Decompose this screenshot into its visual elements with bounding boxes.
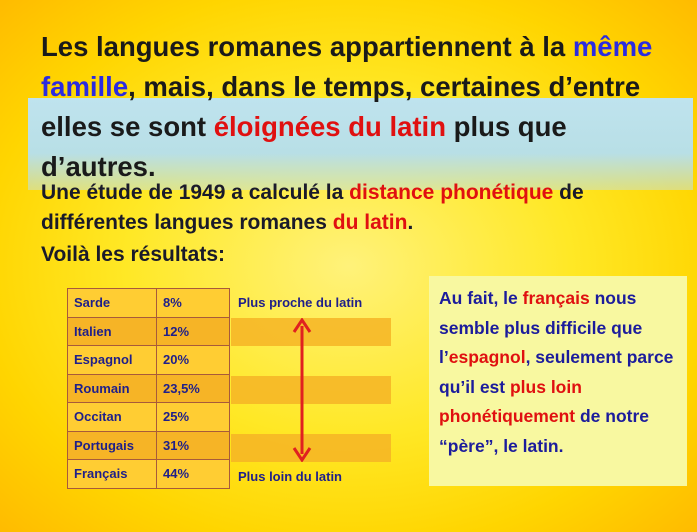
study-emphasis-phonetic-distance: distance phonétique xyxy=(349,181,554,204)
distance-cell: 23,5% xyxy=(157,374,230,403)
table-row xyxy=(68,289,230,318)
note-text-1: Au fait, le xyxy=(439,288,523,308)
table-row xyxy=(68,431,230,460)
distance-cell: 20% xyxy=(157,346,230,375)
intro-text-3: plus que d’autres. xyxy=(41,111,567,182)
table-row xyxy=(68,460,230,489)
table-row xyxy=(68,403,230,432)
study-text-1: Une étude de 1949 a calculé la xyxy=(41,181,350,204)
note-box xyxy=(429,276,687,486)
language-cell: Portugais xyxy=(68,431,157,460)
distance-cell: 31% xyxy=(157,431,230,460)
intro-text-1: Les langues romanes appartiennent à la xyxy=(41,31,573,62)
note-text-4: de notre “père”, le latin. xyxy=(439,406,650,456)
distance-table xyxy=(67,288,230,489)
double-arrow-icon xyxy=(290,318,314,462)
note-emphasis-spanish: espagnol xyxy=(448,347,526,367)
intro-paragraph xyxy=(41,27,681,187)
language-cell: Occitan xyxy=(68,403,157,432)
note-emphasis-further: plus loin phonétiquement xyxy=(439,376,582,426)
intro-text-2: , mais, dans le temps, certaines d’entre elles se sont xyxy=(41,71,641,142)
language-cell: Sarde xyxy=(68,289,157,318)
closest-label: Plus proche du latin xyxy=(238,295,363,310)
study-emphasis-from-latin: du latin xyxy=(332,211,408,234)
study-text-2: de différentes langues romanes xyxy=(41,181,584,234)
language-cell: Italien xyxy=(68,317,157,346)
note-text-2: nous semble plus difficile que l’ xyxy=(439,288,643,367)
intro-emphasis-distanced: éloignées du latin xyxy=(213,111,446,142)
intro-emphasis-same-family: même famille xyxy=(41,31,653,102)
distance-cell: 25% xyxy=(157,403,230,432)
farthest-label: Plus loin du latin xyxy=(238,469,342,484)
results-label: Voilà les résultats: xyxy=(41,243,226,266)
table-row xyxy=(68,346,230,375)
note-text-3: , seulement parce qu’il est xyxy=(439,347,674,397)
distance-cell: 8% xyxy=(157,289,230,318)
distance-cell: 12% xyxy=(157,317,230,346)
study-text-3: . xyxy=(407,211,414,234)
table-row xyxy=(68,317,230,346)
table-row xyxy=(68,374,230,403)
study-paragraph xyxy=(41,178,681,238)
language-cell: Français xyxy=(68,460,157,489)
language-cell: Espagnol xyxy=(68,346,157,375)
distance-cell: 44% xyxy=(157,460,230,489)
language-cell: Roumain xyxy=(68,374,157,403)
note-emphasis-french: français xyxy=(522,288,590,308)
